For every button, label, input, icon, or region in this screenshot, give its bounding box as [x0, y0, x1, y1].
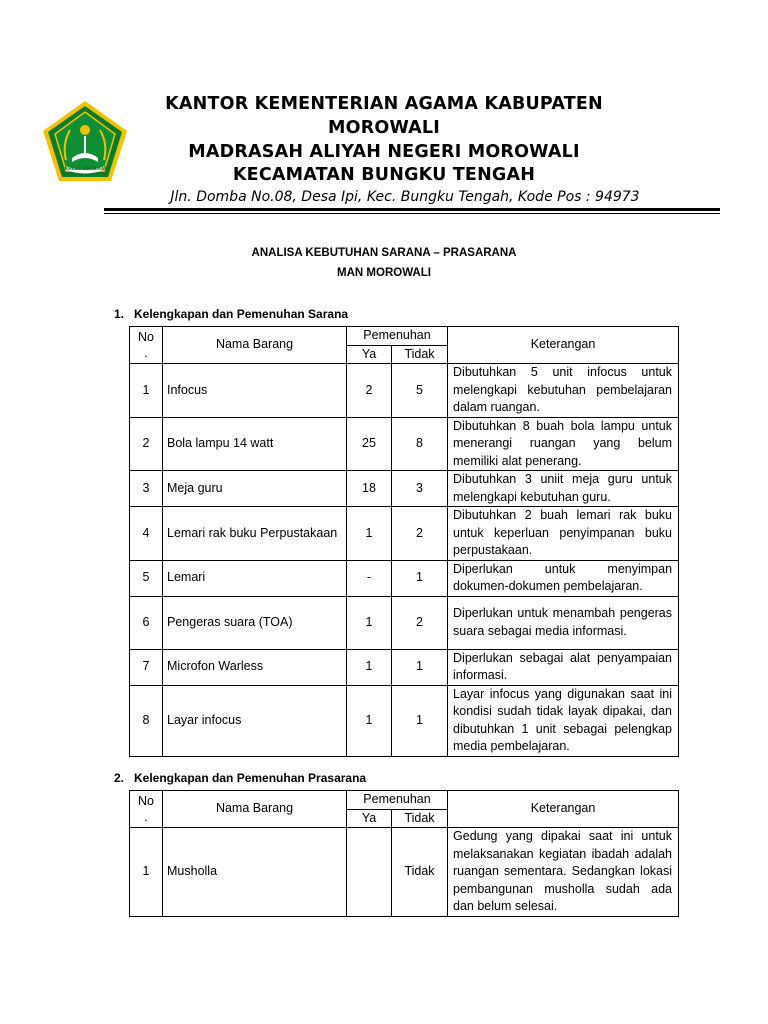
table-row	[130, 828, 679, 917]
row-ya: 1	[347, 596, 392, 649]
row-tidak: 5	[392, 364, 448, 418]
row-tidak: 1	[392, 649, 448, 685]
row-keterangan: Dibutuhkan 3 uniit meja guru untuk melengkapi kebutuhan guru.	[448, 471, 679, 507]
section1-title: Kelengkapan dan Pemenuhan Sarana	[134, 307, 349, 321]
row-no: 6	[130, 596, 163, 649]
row-keterangan: Diperlukan untuk menyimpan dokumen-dokumen pembelajaran.	[448, 560, 679, 596]
row-nama: Lemari rak buku Perpustakaan	[163, 507, 347, 561]
header-rule-thin	[104, 213, 720, 214]
row-ya: 1	[347, 649, 392, 685]
section2-number: 2.	[114, 771, 125, 785]
row-ya: 1	[347, 685, 392, 756]
prasarana-table	[129, 790, 679, 917]
school-name: MADRASAH ALIYAH NEGERI MOROWALI	[188, 142, 580, 162]
table-row	[130, 560, 679, 596]
row-ya: -	[347, 560, 392, 596]
row-tidak: 1	[392, 685, 448, 756]
col-tidak-header: Tidak	[392, 345, 448, 364]
row-ya	[347, 828, 392, 917]
sarana-table	[129, 326, 679, 757]
col-nama-header: Nama Barang	[163, 327, 347, 364]
row-tidak: 8	[392, 417, 448, 471]
school-address: Jln. Domba No.08, Desa Ipi, Kec. Bungku Tengah, Kode Pos : 94973	[170, 189, 640, 205]
row-tidak: 3	[392, 471, 448, 507]
row-no: 3	[130, 471, 163, 507]
row-ya: 1	[347, 507, 392, 561]
row-keterangan: Diperlukan untuk menambah pengeras suara sebagai media informasi.	[448, 596, 679, 649]
row-ya: 2	[347, 364, 392, 418]
row-nama: Infocus	[163, 364, 347, 418]
col-nama-header: Nama Barang	[163, 791, 347, 828]
office-name-line2: MOROWALI	[328, 118, 440, 138]
table-header-row	[130, 327, 679, 346]
row-no: 7	[130, 649, 163, 685]
row-tidak: 2	[392, 596, 448, 649]
row-keterangan: Diperlukan sebagai alat penyampaian informasi.	[448, 649, 679, 685]
row-keterangan: Dibutuhkan 2 buah lemari rak buku untuk keperluan penyimpanan buku perpustakaan.	[448, 507, 679, 561]
table-row	[130, 649, 679, 685]
col-pemenuhan-header: Pemenuhan	[347, 327, 448, 346]
table-row	[130, 685, 679, 756]
row-no: 1	[130, 364, 163, 418]
row-tidak: 2	[392, 507, 448, 561]
table-row	[130, 364, 679, 418]
document-subtitle: MAN MOROWALI	[337, 267, 431, 279]
row-no: 2	[130, 417, 163, 471]
row-no: 4	[130, 507, 163, 561]
col-keterangan-header: Keterangan	[448, 327, 679, 364]
col-ya-header: Ya	[347, 345, 392, 364]
row-nama: Meja guru	[163, 471, 347, 507]
row-nama: Microfon Warless	[163, 649, 347, 685]
row-no: 8	[130, 685, 163, 756]
table-row	[130, 596, 679, 649]
row-tidak: 1	[392, 560, 448, 596]
district-name: KECAMATAN BUNGKU TENGAH	[232, 165, 536, 185]
table-row	[130, 417, 679, 471]
svg-text:IKHLAS BERAMAL: IKHLAS BERAMAL	[62, 167, 108, 172]
section2-title: Kelengkapan dan Pemenuhan Prasarana	[134, 771, 367, 785]
col-pemenuhan-header: Pemenuhan	[347, 791, 448, 810]
table-header-row	[130, 791, 679, 810]
document-title: ANALISA KEBUTUHAN SARANA – PRASARANA	[251, 247, 517, 259]
row-no: 1	[130, 828, 163, 917]
col-no-header: No .	[130, 791, 163, 828]
row-nama: Bola lampu 14 watt	[163, 417, 347, 471]
section1-number: 1.	[114, 307, 125, 321]
col-ya-header: Ya	[347, 809, 392, 828]
table-row	[130, 471, 679, 507]
row-keterangan: Layar infocus yang digunakan saat ini kondisi sudah tidak layak dipakai, dan dibutuhkan 1 unit sebagai pelengkap media pembelajaran.	[448, 685, 679, 756]
col-no-header: No .	[130, 327, 163, 364]
col-tidak-header: Tidak	[392, 809, 448, 828]
row-keterangan: Gedung yang dipakai saat ini untuk melaksanakan kegiatan ibadah adalah ruangan sementara. Sedangkan lokasi pembangunan musholla sudah ada dan belum selesai.	[448, 828, 679, 917]
section2-heading	[114, 771, 366, 785]
table-row	[130, 507, 679, 561]
row-ya: 18	[347, 471, 392, 507]
row-ya: 25	[347, 417, 392, 471]
row-tidak: Tidak	[392, 828, 448, 917]
header-rule-thick	[104, 208, 720, 211]
row-nama: Musholla	[163, 828, 347, 917]
row-nama: Lemari	[163, 560, 347, 596]
row-nama: Layar infocus	[163, 685, 347, 756]
section1-heading	[114, 307, 348, 321]
row-nama: Pengeras suara (TOA)	[163, 596, 347, 649]
row-no: 5	[130, 560, 163, 596]
row-keterangan: Dibutuhkan 8 buah bola lampu untuk menerangi ruangan yang belum memiliki alat penerang.	[448, 417, 679, 471]
row-keterangan: Dibutuhkan 5 unit infocus untuk melengkapi kebutuhan pembelajaran dalam ruangan.	[448, 364, 679, 418]
col-keterangan-header: Keterangan	[448, 791, 679, 828]
office-name-line1: KANTOR KEMENTERIAN AGAMA KABUPATEN	[165, 94, 603, 114]
